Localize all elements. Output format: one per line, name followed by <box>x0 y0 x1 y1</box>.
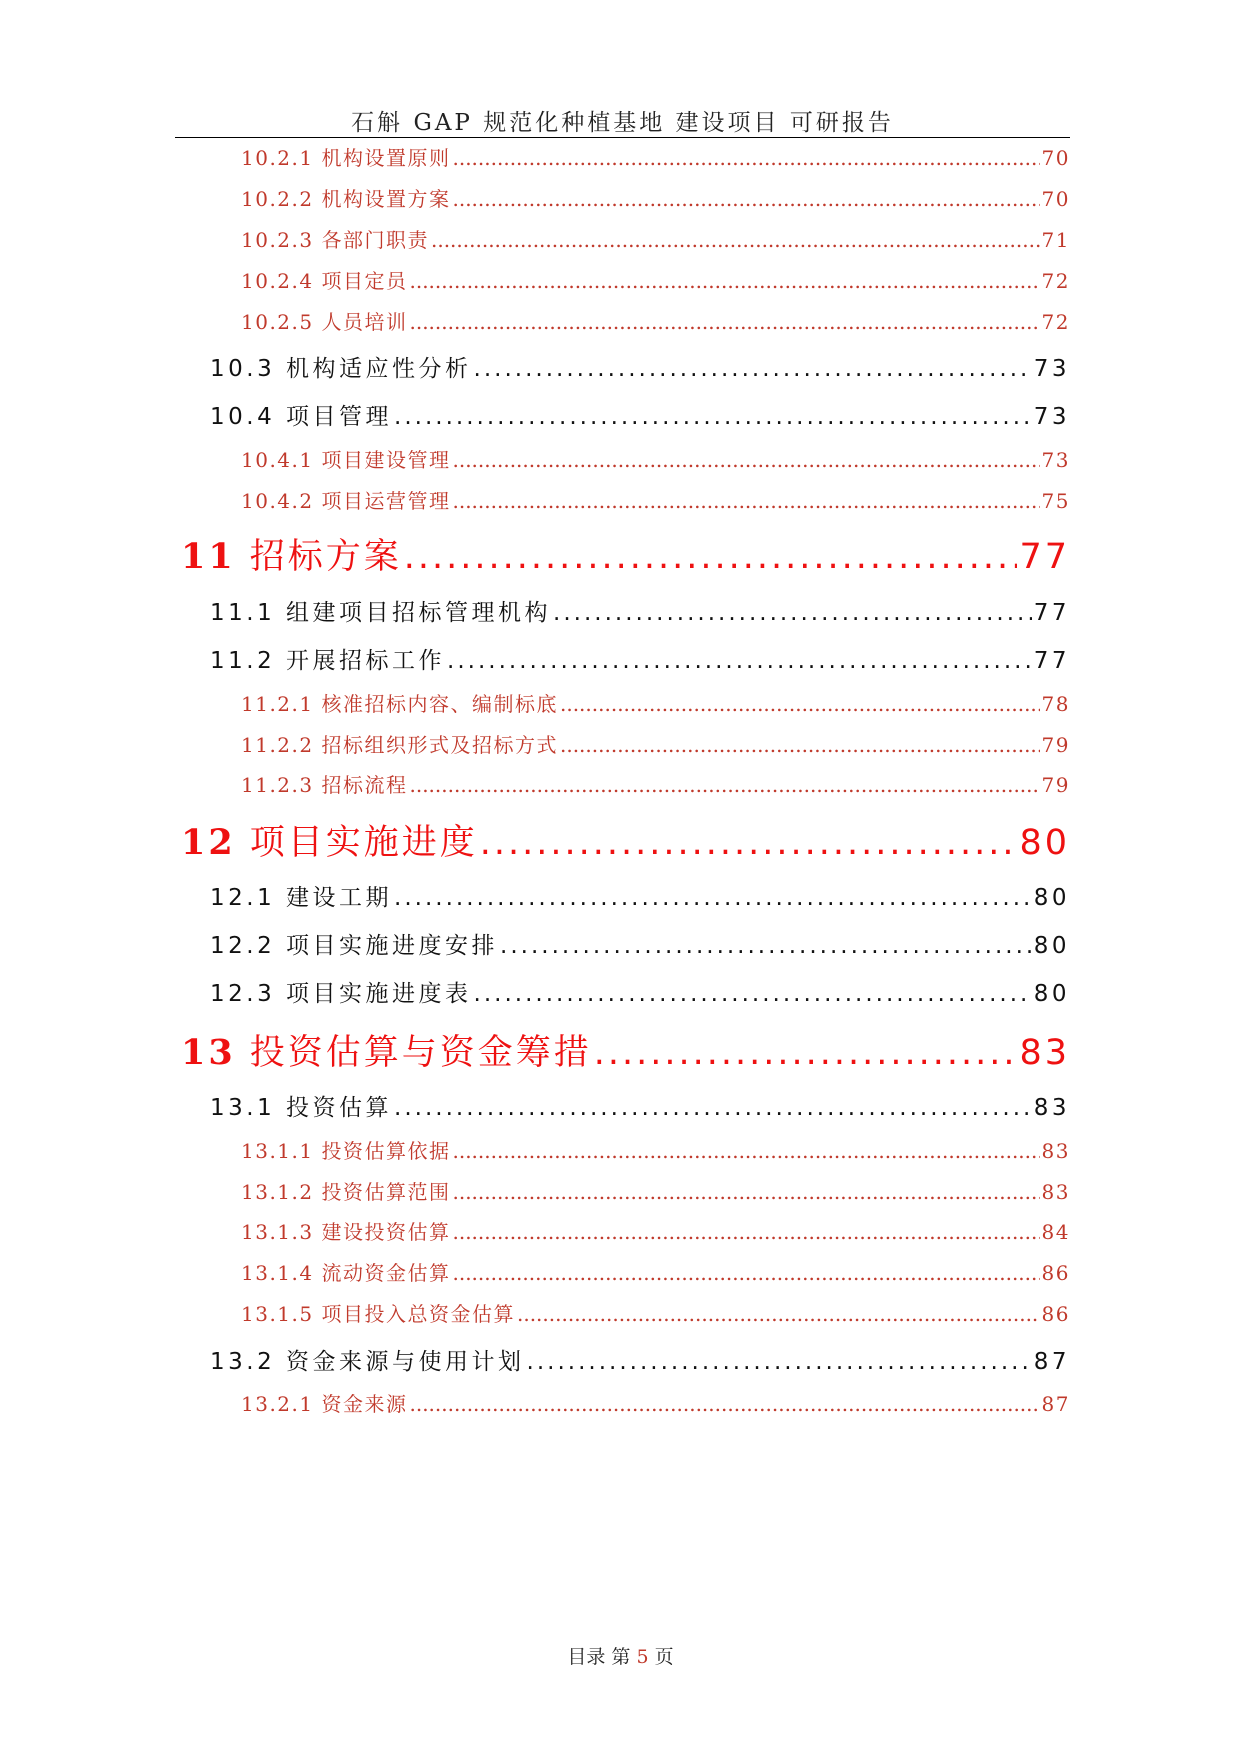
toc-entry-page: 80 <box>1033 981 1070 1007</box>
toc-entry-page: 73 <box>1033 404 1070 430</box>
toc-leader-dots <box>480 823 1018 863</box>
toc-entry-page: 79 <box>1041 773 1070 797</box>
toc-entry-text <box>241 1298 515 1327</box>
toc-entry-title: 项目管理 <box>286 404 393 430</box>
toc-entry-text <box>241 688 558 717</box>
toc-entry-title: 招标方案 <box>249 537 402 577</box>
toc-entry-title: 各部门职责 <box>321 228 429 252</box>
toc-entry-page: 84 <box>1041 1220 1070 1244</box>
toc-leader-dots <box>409 1392 1039 1416</box>
toc-entry-page: 87 <box>1033 1349 1070 1375</box>
toc-entry-level-3[interactable] <box>241 1135 1070 1165</box>
toc-entry-text <box>241 729 558 758</box>
toc-entry-level-3[interactable] <box>241 183 1070 213</box>
toc-entry-number: 10.2.3 <box>241 228 314 252</box>
toc-entry-text <box>210 398 392 431</box>
toc-entry-page: 77 <box>1033 600 1070 626</box>
toc-entry-page: 80 <box>1033 933 1070 959</box>
toc-leader-dots <box>452 1180 1039 1204</box>
toc-entry-title: 投资估算 <box>286 1095 393 1121</box>
toc-entry-page: 73 <box>1033 356 1070 382</box>
toc-entry-number: 11.2 <box>210 648 276 674</box>
toc-entry-text <box>241 1257 450 1286</box>
toc-entry-text <box>241 1176 450 1205</box>
toc-entry-text <box>210 879 392 912</box>
toc-entry-level-3[interactable] <box>241 265 1070 295</box>
toc-entry-level-1[interactable] <box>181 1025 1070 1075</box>
toc-entry-page: 83 <box>1033 1095 1070 1121</box>
toc-entry-level-2[interactable] <box>210 927 1070 961</box>
toc-entry-page: 83 <box>1041 1180 1070 1204</box>
toc-entry-number: 10.3 <box>210 356 276 382</box>
toc-entry-level-3[interactable] <box>241 769 1070 799</box>
toc-entry-title: 人员培训 <box>321 310 408 334</box>
toc-entry-number: 10.4.1 <box>241 448 314 472</box>
toc-entry-title: 项目实施进度表 <box>286 981 472 1007</box>
header-rule <box>175 137 1070 138</box>
toc-entry-page: 87 <box>1041 1392 1070 1416</box>
toc-leader-dots <box>560 692 1040 716</box>
toc-leader-dots <box>409 773 1039 797</box>
toc-entry-level-2[interactable] <box>210 398 1070 432</box>
toc-leader-dots <box>452 1139 1039 1163</box>
footer-suffix: 页 <box>654 1646 674 1668</box>
toc-entry-number: 13.2 <box>210 1349 276 1375</box>
footer-prefix: 目录 第 <box>567 1646 631 1668</box>
toc-entry-title: 招标组织形式及招标方式 <box>321 733 558 757</box>
toc-entry-page: 80 <box>1033 885 1070 911</box>
toc-leader-dots <box>452 1220 1039 1244</box>
toc-entry-title: 机构设置原则 <box>321 146 451 170</box>
toc-leader-dots <box>447 648 1032 674</box>
toc-entry-text <box>210 927 498 960</box>
toc-leader-dots <box>474 356 1032 382</box>
toc-leader-dots <box>404 537 1018 577</box>
toc-entry-number: 12 <box>181 822 236 863</box>
toc-entry-text <box>241 265 407 294</box>
toc-entry-number: 13 <box>181 1032 236 1073</box>
toc-leader-dots <box>527 1349 1032 1375</box>
toc-entry-level-3[interactable] <box>241 1176 1070 1206</box>
toc-entry-text <box>181 1025 592 1075</box>
toc-entry-title: 组建项目招标管理机构 <box>286 600 552 626</box>
toc-leader-dots <box>409 269 1039 293</box>
toc-leader-dots <box>560 733 1040 757</box>
toc-entry-level-2[interactable] <box>210 350 1070 384</box>
toc-entry-number: 13.1.2 <box>241 1180 314 1204</box>
toc-entry-title: 项目运营管理 <box>321 489 451 513</box>
toc-entry-number: 11 <box>181 536 236 577</box>
toc-entry-title: 项目实施进度 <box>249 823 478 863</box>
toc-entry-page: 70 <box>1041 146 1070 170</box>
toc-entry-text <box>241 1135 450 1164</box>
toc-entry-level-2[interactable] <box>210 1343 1070 1377</box>
toc-entry-page: 83 <box>1019 1033 1070 1073</box>
toc-entry-number: 11.2.2 <box>241 733 314 757</box>
toc-entry-number: 10.4 <box>210 404 276 430</box>
toc-entry-level-3[interactable] <box>241 1298 1070 1328</box>
toc-entry-number: 10.2.5 <box>241 310 314 334</box>
toc-entry-level-3[interactable] <box>241 688 1070 718</box>
toc-entry-number: 10.2.2 <box>241 187 314 211</box>
header-title: 石斛 GAP 规范化种植基地 建设项目 可研报告 <box>351 110 894 136</box>
toc-entry-level-3[interactable] <box>241 1257 1070 1287</box>
toc-entry-level-3[interactable] <box>241 142 1070 172</box>
toc-leader-dots <box>431 228 1040 252</box>
toc-leader-dots <box>394 404 1032 430</box>
toc-entry-text <box>241 769 407 798</box>
toc-entry-title: 核准招标内容、编制标底 <box>321 692 558 716</box>
toc-entry-title: 建设投资估算 <box>321 1220 451 1244</box>
toc-entry-text <box>241 306 407 335</box>
toc-entry-number: 10.4.2 <box>241 489 314 513</box>
toc-entry-number: 12.1 <box>210 885 276 911</box>
toc-entry-number: 11.2.1 <box>241 692 314 716</box>
toc-leader-dots <box>452 187 1039 211</box>
toc-entry-text <box>181 529 402 579</box>
toc-entry-number: 11.2.3 <box>241 773 314 797</box>
toc-entry-page: 72 <box>1041 310 1070 334</box>
toc-entry-page: 83 <box>1041 1139 1070 1163</box>
toc-entry-level-3[interactable] <box>241 729 1070 759</box>
toc-entry-title: 项目定员 <box>321 269 408 293</box>
toc-entry-text <box>210 642 445 675</box>
toc-leader-dots <box>394 1095 1032 1121</box>
toc-leader-dots <box>500 933 1032 959</box>
toc-entry-title: 投资估算范围 <box>321 1180 451 1204</box>
toc-entry-level-3[interactable] <box>241 485 1070 515</box>
toc-entry-number: 13.1.3 <box>241 1220 314 1244</box>
toc-entry-number: 12.2 <box>210 933 276 959</box>
toc-leader-dots <box>553 600 1032 626</box>
toc-entry-title: 资金来源与使用计划 <box>286 1349 525 1375</box>
toc-entry-level-2[interactable] <box>210 879 1070 913</box>
page-footer <box>0 1642 1241 1669</box>
toc-leader-dots <box>517 1302 1040 1326</box>
toc-entry-page: 72 <box>1041 269 1070 293</box>
toc-entry-title: 建设工期 <box>286 885 393 911</box>
toc-entry-title: 开展招标工作 <box>286 648 446 674</box>
toc-leader-dots <box>452 146 1039 170</box>
toc-entry-number: 10.2.4 <box>241 269 314 293</box>
toc-entry-text <box>210 350 472 383</box>
toc-entry-level-2[interactable] <box>210 642 1070 676</box>
toc-entry-text <box>241 444 450 473</box>
toc-leader-dots <box>409 310 1039 334</box>
toc-entry-level-2[interactable] <box>210 975 1070 1009</box>
toc-entry-page: 77 <box>1033 648 1070 674</box>
toc-entry-number: 13.1.4 <box>241 1261 314 1285</box>
toc-entry-title: 招标流程 <box>321 773 408 797</box>
toc-entry-page: 86 <box>1041 1261 1070 1285</box>
toc-entry-page: 70 <box>1041 187 1070 211</box>
toc-entry-number: 10.2.1 <box>241 146 314 170</box>
toc-entry-page: 80 <box>1019 823 1070 863</box>
toc-entry-title: 流动资金估算 <box>321 1261 451 1285</box>
toc-leader-dots <box>474 981 1032 1007</box>
toc-leader-dots <box>452 489 1039 513</box>
toc-entry-text <box>210 1089 392 1122</box>
toc-entry-level-1[interactable] <box>181 529 1070 579</box>
toc-entry-level-3[interactable] <box>241 1388 1070 1418</box>
toc-entry-title: 机构适应性分析 <box>286 356 472 382</box>
toc-entry-title: 资金来源 <box>321 1392 408 1416</box>
toc-entry-page: 86 <box>1041 1302 1070 1326</box>
toc-leader-dots <box>452 1261 1039 1285</box>
toc-entry-page: 78 <box>1041 692 1070 716</box>
toc-entry-text <box>241 183 450 212</box>
toc-entry-number: 13.1 <box>210 1095 276 1121</box>
toc-entry-page: 73 <box>1041 448 1070 472</box>
toc-entry-title: 投资估算与资金筹措 <box>249 1033 592 1073</box>
toc-entry-number: 13.2.1 <box>241 1392 314 1416</box>
toc-entry-level-2[interactable] <box>210 1089 1070 1123</box>
toc-entry-text <box>241 224 429 253</box>
toc-entry-text <box>241 1216 450 1245</box>
toc-entry-page: 77 <box>1019 537 1070 577</box>
toc-leader-dots <box>594 1033 1018 1073</box>
toc-entry-number: 13.1.1 <box>241 1139 314 1163</box>
toc-entry-level-3[interactable] <box>241 1216 1070 1246</box>
toc-entry-text <box>241 142 450 171</box>
toc-entry-text <box>241 1388 407 1417</box>
toc-entry-level-3[interactable] <box>241 444 1070 474</box>
toc-entry-level-3[interactable] <box>241 306 1070 336</box>
toc-entry-level-1[interactable] <box>181 815 1070 865</box>
toc-leader-dots <box>452 448 1039 472</box>
toc-entry-text <box>241 485 450 514</box>
toc-entry-number: 12.3 <box>210 981 276 1007</box>
toc-entry-page: 75 <box>1041 489 1070 513</box>
toc-entry-title: 项目实施进度安排 <box>286 933 499 959</box>
footer-page-number: 5 <box>636 1646 649 1668</box>
toc-entry-title: 项目投入总资金估算 <box>321 1302 515 1326</box>
toc-entry-text <box>210 1343 525 1376</box>
toc-entry-title: 项目建设管理 <box>321 448 451 472</box>
toc-entry-text <box>210 975 472 1008</box>
toc-entry-level-2[interactable] <box>210 594 1070 628</box>
toc-entry-title: 投资估算依据 <box>321 1139 451 1163</box>
toc-entry-number: 11.1 <box>210 600 276 626</box>
toc-entry-text <box>210 594 551 627</box>
toc-entry-page: 79 <box>1041 733 1070 757</box>
toc-entry-text <box>181 815 478 865</box>
toc-entry-level-3[interactable] <box>241 224 1070 254</box>
toc-entry-number: 13.1.5 <box>241 1302 314 1326</box>
toc-entry-title: 机构设置方案 <box>321 187 451 211</box>
toc-leader-dots <box>394 885 1032 911</box>
toc-entry-page: 71 <box>1041 228 1070 252</box>
